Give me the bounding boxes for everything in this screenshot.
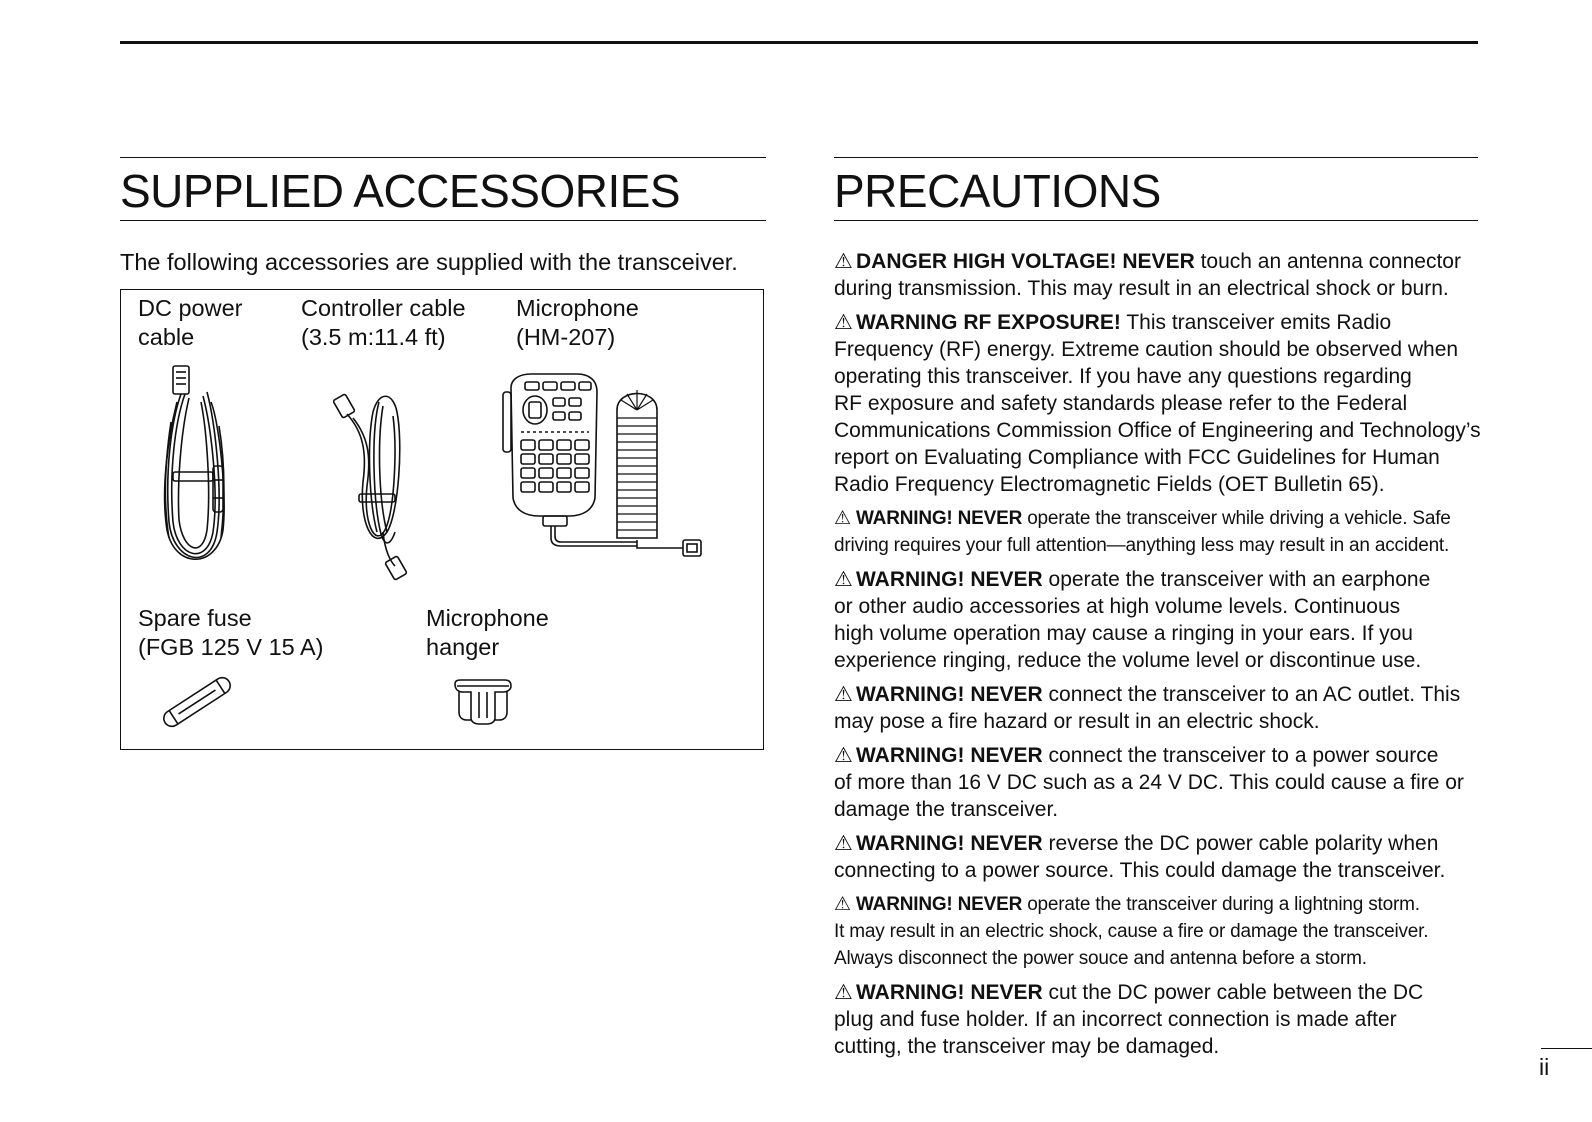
- precaution-text: cutting, the transceiver may be damaged.: [834, 1035, 1220, 1058]
- warning-icon: ⚠: [834, 568, 853, 591]
- precaution-heading: WARNING! NEVER: [856, 744, 1043, 767]
- precaution-item: [834, 505, 1484, 559]
- accessories-box: [120, 289, 764, 750]
- precaution-text: connect the transceiver to an AC outlet. This: [1042, 683, 1461, 706]
- accessory-label-microphone: [516, 294, 639, 352]
- accessory-detail: cable: [138, 324, 195, 350]
- accessory-label-dc-power-cable: [138, 294, 242, 352]
- accessory-name: Microphone: [426, 605, 549, 631]
- precaution-item: [834, 742, 1484, 823]
- precautions-header: [834, 157, 1478, 221]
- controller-cable-icon: [333, 382, 417, 582]
- warning-icon: ⚠: [834, 683, 853, 706]
- accessory-name: Controller cable: [301, 295, 466, 321]
- section-rule-top: [120, 157, 766, 158]
- accessory-detail: (FGB 125 V 15 A): [138, 634, 324, 660]
- precaution-text: operate the transceiver while driving a vehicle. Safe: [1022, 508, 1451, 529]
- warning-icon: ⚠: [834, 508, 851, 529]
- precaution-text: of more than 16 V DC such as a 24 V DC. This could cause a fire or: [834, 771, 1464, 794]
- precaution-text: report on Evaluating Compliance with FCC Guidelines for Human: [834, 446, 1440, 469]
- microphone-hanger-icon: [451, 678, 515, 726]
- section-title: PRECAUTIONS: [834, 165, 1161, 217]
- accessory-label-controller-cable: [301, 294, 466, 352]
- warning-icon: ⚠: [834, 311, 853, 334]
- precaution-item: [834, 566, 1484, 674]
- fuse-icon: [153, 672, 241, 732]
- precaution-text: operate the transceiver during a lightning storm.: [1022, 894, 1420, 915]
- precaution-item: [834, 891, 1484, 972]
- precaution-text: Always disconnect the power souce and antenna before a storm.: [834, 948, 1367, 969]
- precaution-item: [834, 830, 1484, 884]
- page-number: ii: [1539, 1054, 1550, 1080]
- accessory-name: DC power: [138, 295, 243, 321]
- precaution-item: [834, 681, 1484, 735]
- precaution-heading: DANGER HIGH VOLTAGE! NEVER: [856, 250, 1195, 273]
- precaution-text: plug and fuse holder. If an incorrect connection is made after: [834, 1008, 1397, 1031]
- precaution-text: cut the DC power cable between the DC: [1042, 981, 1424, 1004]
- warning-icon: ⚠: [834, 981, 853, 1004]
- section-rule-bottom: [834, 220, 1478, 221]
- accessory-detail: (HM-207): [516, 324, 616, 350]
- header-rule: [120, 41, 1478, 44]
- section-title: SUPPLIED ACCESSORIES: [120, 165, 681, 217]
- warning-icon: ⚠: [834, 894, 851, 915]
- precaution-text: high volume operation may cause a ringing in your ears. If you: [834, 622, 1413, 645]
- page-number-rule: [1541, 1048, 1592, 1049]
- precaution-heading: WARNING! NEVER: [856, 894, 1023, 915]
- accessory-detail: hanger: [426, 634, 500, 660]
- accessories-intro: The following accessories are supplied with the transceiver.: [120, 249, 738, 275]
- supplied-accessories-header: [120, 157, 766, 221]
- precaution-heading: WARNING! NEVER: [856, 568, 1043, 591]
- accessory-label-microphone-hanger: [426, 604, 549, 662]
- precaution-heading: WARNING! NEVER: [856, 832, 1043, 855]
- precaution-text: connecting to a power source. This could damage the transceiver.: [834, 859, 1446, 882]
- warning-icon: ⚠: [834, 744, 853, 767]
- precaution-heading: WARNING RF EXPOSURE!: [856, 311, 1121, 334]
- precaution-text: operate the transceiver with an earphone: [1042, 568, 1431, 591]
- precaution-text: RF exposure and safety standards please refer to the Federal: [834, 392, 1408, 415]
- precaution-text: or other audio accessories at high volume levels. Continuous: [834, 595, 1401, 618]
- accessory-name: Spare fuse: [138, 605, 252, 631]
- precaution-text: It may result in an electric shock, cause a fire or damage the transceiver.: [834, 921, 1429, 942]
- precaution-text: driving requires your full attention—anything less may result in an accident.: [834, 535, 1450, 556]
- precaution-text: This transceiver emits Radio: [1120, 311, 1392, 334]
- warning-icon: ⚠: [834, 250, 853, 273]
- precaution-item: [834, 309, 1484, 498]
- precaution-text: may pose a fire hazard or result in an electric shock.: [834, 710, 1320, 733]
- precaution-heading: WARNING! NEVER: [856, 981, 1043, 1004]
- precaution-item: [834, 979, 1484, 1060]
- microphone-icon: [497, 370, 711, 570]
- precaution-text: touch an antenna connector: [1194, 250, 1461, 273]
- accessory-name: Microphone: [516, 295, 639, 321]
- accessory-detail: (3.5 m:11.4 ft): [301, 324, 446, 350]
- section-rule-top: [834, 157, 1478, 158]
- dc-power-cable-icon: [151, 362, 241, 574]
- precaution-text: Frequency (RF) energy. Extreme caution should be observed when: [834, 338, 1459, 361]
- precaution-text: damage the transceiver.: [834, 798, 1059, 821]
- section-rule-bottom: [120, 220, 766, 221]
- precaution-text: experience ringing, reduce the volume level or discontinue use.: [834, 649, 1422, 672]
- precaution-text: operating this transceiver. If you have any questions regarding: [834, 365, 1412, 388]
- precaution-item: [834, 248, 1484, 302]
- precaution-text: Communications Commission Office of Engineering and Technology’s: [834, 419, 1481, 442]
- accessory-label-spare-fuse: [138, 604, 323, 662]
- precaution-text: Radio Frequency Electromagnetic Fields (OET Bulletin 65).: [834, 473, 1385, 496]
- precaution-text: during transmission. This may result in an electrical shock or burn.: [834, 277, 1449, 300]
- precaution-text: reverse the DC power cable polarity when: [1042, 832, 1439, 855]
- precautions-list: [834, 248, 1484, 1067]
- precaution-heading: WARNING! NEVER: [856, 683, 1043, 706]
- precaution-text: connect the transceiver to a power source: [1042, 744, 1439, 767]
- precaution-heading: WARNING! NEVER: [856, 508, 1023, 529]
- warning-icon: ⚠: [834, 832, 853, 855]
